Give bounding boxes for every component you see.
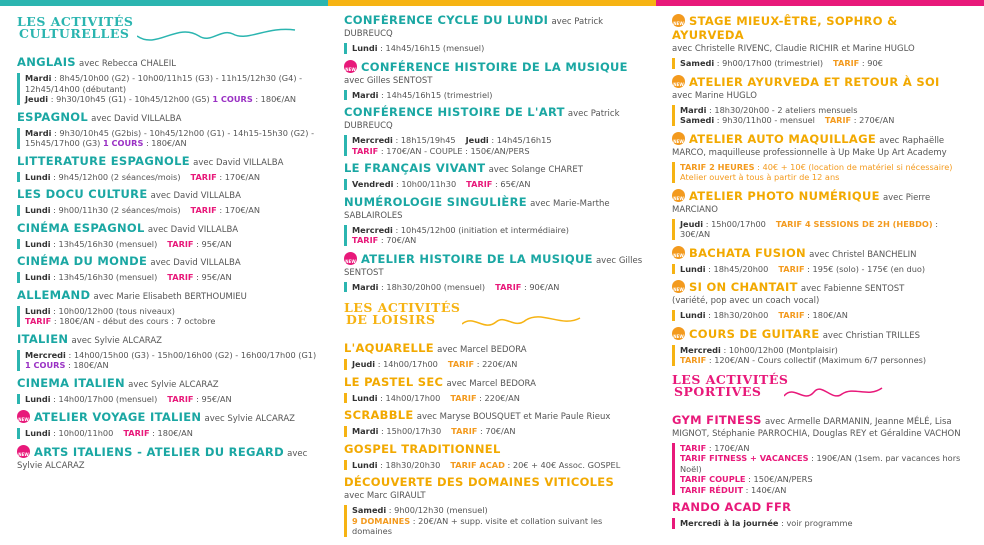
activity-aquarelle bbox=[344, 342, 644, 370]
new-badge-icon bbox=[672, 280, 685, 293]
activity-subtitle: (variété, pop avec un coach vocal) bbox=[672, 296, 820, 306]
activity-details: Vendredi : 10h00/11h30 TARIF : 65€/AN bbox=[344, 179, 644, 190]
activity-teacher: avec Christelle RIVENC, Claudie RICHIR et Marine HUGLO bbox=[672, 44, 915, 54]
activity-teacher: avec David VILLALBA bbox=[147, 224, 239, 235]
activity-atelier-musique bbox=[344, 252, 644, 293]
activity-details: Mercredi : 18h15/19h45 Jeudi : 14h45/16h15 TARIF : 170€/AN - COUPLE : 150€/AN/PERS bbox=[344, 135, 644, 156]
activity-title: STAGE MIEUX-ÊTRE, SOPHRO & AYURVEDA bbox=[672, 14, 898, 42]
activity-teacher: avec Sylvie ALCARAZ bbox=[204, 414, 295, 424]
activity-teacher: avec David VILLALBA bbox=[150, 191, 241, 201]
activity-bachata bbox=[672, 246, 968, 275]
activity-details: Samedi : 9h00/17h00 (trimestriel) TARIF : 90€ bbox=[672, 58, 968, 69]
activity-details: Mardi : 14h45/16h15 (trimestriel) bbox=[344, 90, 644, 101]
squiggle-decoration bbox=[784, 378, 884, 406]
section-title-line1: LES ACTIVITÉS bbox=[17, 14, 134, 29]
activity-details: Mardi : 8h45/10h00 (G2) - 10h00/11h15 (G3) - 11h15/12h30 (G4) - 12h45/14h00 (débutant) Jeudi : 9h30/10h45 (G1) - 10h45/12h00 (G5) 1 COURS : 180€/AN bbox=[17, 73, 317, 105]
activity-details: Mercredi à la journée : voir programme bbox=[672, 518, 968, 529]
activity-title: ATELIER VOYAGE ITALIEN bbox=[34, 410, 202, 424]
activity-details: Lundi : 9h00/11h30 (2 séances/mois) TARIF : 170€/AN bbox=[17, 205, 317, 216]
squiggle-decoration bbox=[137, 20, 297, 48]
activity-teacher: avec Marcel BEDORA bbox=[446, 378, 536, 389]
activity-ayurveda bbox=[672, 75, 968, 126]
activity-teacher: avec Sylvie ALCARAZ bbox=[17, 448, 308, 471]
activity-title: ITALIEN bbox=[17, 331, 69, 346]
activity-title: CINÉMA DU MONDE bbox=[17, 254, 148, 268]
section-title-line1: LES ACTIVITÉS bbox=[344, 300, 461, 315]
activity-teacher: avec Solange CHARET bbox=[488, 165, 583, 175]
activity-title: LITTERATURE ESPAGNOLE bbox=[17, 153, 190, 168]
activity-title: LE FRANÇAIS VIVANT bbox=[344, 161, 486, 175]
activity-title: GOSPEL TRADITIONNEL bbox=[344, 441, 501, 456]
activity-teacher: avec David VILLALBA bbox=[150, 258, 241, 268]
new-badge-icon bbox=[672, 75, 685, 88]
activity-teacher: avec Marc GIRAULT bbox=[344, 491, 426, 501]
new-badge-icon bbox=[672, 327, 685, 340]
activity-title: SI ON CHANTAIT bbox=[689, 280, 798, 294]
activity-title: NUMÉROLOGIE SINGULIÈRE bbox=[344, 194, 527, 209]
new-badge-icon bbox=[672, 132, 685, 145]
top-bar-amber bbox=[328, 0, 656, 6]
activity-teacher: avec Patrick DUBREUCQ bbox=[344, 17, 604, 39]
activity-cinema-espagnol bbox=[17, 222, 317, 250]
activity-details: Lundi : 14h00/17h00 TARIF : 220€/AN bbox=[344, 393, 644, 404]
activity-gospel bbox=[344, 443, 644, 471]
activity-teacher: avec Rebecca CHALEIL bbox=[79, 59, 177, 69]
squiggle-decoration bbox=[462, 306, 582, 334]
activity-arts-italiens bbox=[17, 445, 317, 472]
activity-details: Lundi : 18h45/20h00 TARIF : 195€ (solo) - 175€ (en duo) bbox=[672, 264, 968, 275]
column-culturelles bbox=[17, 14, 317, 545]
activity-teacher: avec Marie-Marthe SABLAIROLES bbox=[344, 198, 610, 221]
section-heading-sportives bbox=[672, 371, 968, 408]
activity-details: Lundi : 13h45/16h30 (mensuel) TARIF : 95€/AN bbox=[17, 239, 317, 250]
activity-docu-culture bbox=[17, 188, 317, 216]
activity-scrabble bbox=[344, 409, 644, 437]
activity-conference-lundi bbox=[344, 14, 644, 54]
activity-title: ATELIER HISTOIRE DE LA MUSIQUE bbox=[361, 251, 593, 266]
activity-teacher: avec Christian TRILLES bbox=[822, 330, 921, 341]
activity-voyage-italien bbox=[17, 410, 317, 439]
activity-si-on-chantait bbox=[672, 280, 968, 321]
activity-allemand bbox=[17, 289, 317, 327]
activity-details: Lundi : 14h00/17h00 (mensuel) TARIF : 95€/AN bbox=[17, 394, 317, 405]
activity-conference-musique bbox=[344, 60, 644, 101]
new-badge-icon bbox=[672, 246, 685, 259]
activity-pastel bbox=[344, 376, 644, 404]
activity-details: Lundi : 10h00/12h00 (tous niveaux) TARIF : 180€/AN - début des cours : 7 octobre bbox=[17, 306, 317, 327]
activity-title: RANDO ACAD FFR bbox=[672, 500, 792, 514]
activity-cinema-monde bbox=[17, 255, 317, 283]
activity-anglais bbox=[17, 56, 317, 105]
activity-title: BACHATA FUSION bbox=[689, 245, 806, 260]
activity-details: TARIF : 170€/AN TARIF FITNESS + VACANCES : 190€/AN (1sem. par vacances hors Noël) TARIF COUPLE : 150€/AN/PERS TARIF RÉDUIT : 140€/AN bbox=[672, 443, 968, 496]
activity-francais-vivant bbox=[344, 162, 644, 190]
new-badge-icon bbox=[344, 252, 357, 265]
activity-title: LE PASTEL SEC bbox=[344, 374, 444, 389]
activity-title: ATELIER PHOTO NUMÉRIQUE bbox=[689, 188, 880, 203]
activity-details: Mercredi : 10h45/12h00 (initiation et intermédiaire) TARIF : 70€/AN bbox=[344, 225, 644, 246]
activity-teacher: avec Gilles SENTOST bbox=[344, 255, 643, 278]
column-right bbox=[672, 14, 968, 545]
activity-title: ATELIER AUTO MAQUILLAGE bbox=[689, 131, 877, 146]
section-title-line2: DE LOISIRS bbox=[346, 312, 436, 327]
activity-title: ALLEMAND bbox=[17, 287, 91, 302]
activity-title: LES DOCU CULTURE bbox=[17, 187, 148, 201]
activity-details: TARIF 2 HEURES : 40€ + 10€ (location de matériel si nécessaire) Atelier ouvert à tous à partir de 12 ans bbox=[672, 162, 968, 183]
new-badge-icon bbox=[672, 14, 685, 27]
activity-title: ARTS ITALIENS - ATELIER DU REGARD bbox=[34, 444, 284, 459]
activity-teacher: avec Sylvie ALCARAZ bbox=[71, 335, 162, 346]
activity-teacher: avec Gilles SENTOST bbox=[344, 75, 433, 86]
activity-title: GYM FITNESS bbox=[672, 412, 762, 427]
activity-teacher: avec David VILLALBA bbox=[193, 157, 284, 168]
activity-details: Mercredi : 10h00/12h00 (Montplaisir) TARIF : 120€/AN - Cours collectif (Maximum 6/7 personnes) bbox=[672, 345, 968, 366]
activity-title: ANGLAIS bbox=[17, 55, 76, 69]
section-title-line1: LES ACTIVITÉS bbox=[672, 371, 789, 387]
activity-title: ATELIER AYURVEDA ET RETOUR À SOI bbox=[689, 74, 940, 89]
activity-title: L'AQUARELLE bbox=[344, 341, 434, 355]
activity-title: CINÉMA ESPAGNOL bbox=[17, 220, 145, 235]
activity-title: CINEMA ITALIEN bbox=[17, 375, 125, 390]
activity-details: Lundi : 18h30/20h00 TARIF : 180€/AN bbox=[672, 310, 968, 321]
activity-teacher: avec Marine HUGLO bbox=[672, 90, 757, 101]
activity-teacher: avec Maryse BOUSQUET et Marie Paule Rieux bbox=[416, 412, 611, 422]
activity-title: SCRABBLE bbox=[344, 408, 414, 422]
activity-rando bbox=[672, 501, 968, 529]
activity-teacher: avec Sylvie ALCARAZ bbox=[128, 379, 219, 390]
new-badge-icon bbox=[344, 60, 357, 73]
activity-details: Mardi : 18h30/20h00 (mensuel) TARIF : 90€/AN bbox=[344, 282, 644, 293]
activity-teacher: avec Armelle DARMANIN, Jeanne MÉLÉ, Lisa MIGNOT, Stéphanie PARROCHIA, Douglas REY et Géraldine VACHON bbox=[672, 416, 961, 439]
top-bar-teal bbox=[0, 0, 328, 6]
activity-stage bbox=[672, 14, 968, 69]
activity-teacher: avec Fabienne SENTOST bbox=[800, 284, 905, 294]
activity-title: CONFÉRENCE HISTOIRE DE L'ART bbox=[344, 105, 565, 119]
activity-teacher: avec Pierre MARCIANO bbox=[672, 192, 931, 215]
activity-teacher: avec Marcel BEDORA bbox=[437, 345, 527, 355]
activity-details: Lundi : 13h45/16h30 (mensuel) TARIF : 95€/AN bbox=[17, 272, 317, 283]
activity-viticoles bbox=[344, 476, 644, 537]
activity-cinema-italien bbox=[17, 377, 317, 405]
activity-details: Mardi : 15h00/17h30 TARIF : 70€/AN bbox=[344, 426, 644, 437]
column-middle bbox=[344, 14, 644, 545]
activity-maquillage bbox=[672, 132, 968, 183]
activity-details: Lundi : 14h45/16h15 (mensuel) bbox=[344, 43, 644, 54]
activity-litterature bbox=[17, 155, 317, 183]
activity-details: Jeudi : 14h00/17h00 TARIF : 220€/AN bbox=[344, 359, 644, 370]
activity-details: Jeudi : 15h00/17h00 TARIF 4 SESSIONS DE 2H (HEBDO) : 30€/AN bbox=[672, 219, 968, 240]
activity-details: Mardi : 9h30/10h45 (G2bis) - 10h45/12h00 (G1) - 14h15-15h30 (G2) - 15h45/17h00 (G3) 1 COURS : 180€/AN bbox=[17, 128, 317, 149]
top-bar-pink bbox=[656, 0, 984, 6]
activity-details: Lundi : 18h30/20h30 TARIF ACAD : 20€ + 40€ Assoc. GOSPEL bbox=[344, 460, 644, 471]
activity-title: DÉCOUVERTE DES DOMAINES VITICOLES bbox=[344, 475, 615, 489]
activity-photo bbox=[672, 189, 968, 240]
activity-teacher: avec Christel BANCHELIN bbox=[809, 249, 917, 260]
activity-guitare bbox=[672, 327, 968, 366]
activity-title: COURS DE GUITARE bbox=[689, 326, 820, 341]
section-heading-culturelles bbox=[17, 16, 317, 50]
activity-numerologie bbox=[344, 196, 644, 246]
activity-teacher: avec Patrick DUBREUCQ bbox=[344, 109, 620, 131]
activity-espagnol bbox=[17, 111, 317, 149]
activity-teacher: avec Marie Elisabeth BERTHOUMIEU bbox=[93, 291, 247, 302]
activity-italien bbox=[17, 333, 317, 371]
activity-teacher: avec David VILLALBA bbox=[91, 113, 182, 124]
new-badge-icon bbox=[17, 445, 30, 458]
activity-title: CONFÉRENCE CYCLE DU LUNDI bbox=[344, 14, 549, 27]
activity-details: Samedi : 9h00/12h30 (mensuel) 9 DOMAINES : 20€/AN + supp. visite et collation suivant les domaines bbox=[344, 505, 644, 537]
new-badge-icon bbox=[17, 410, 30, 423]
activity-details: Lundi : 9h45/12h00 (2 séances/mois) TARIF : 170€/AN bbox=[17, 172, 317, 183]
section-title-line2: CULTURELLES bbox=[19, 26, 130, 41]
activity-gym-fitness bbox=[672, 414, 968, 496]
activity-title: CONFÉRENCE HISTOIRE DE LA MUSIQUE bbox=[361, 59, 628, 74]
activity-details: Lundi : 10h00/11h00 TARIF : 180€/AN bbox=[17, 428, 317, 439]
activity-title: ESPAGNOL bbox=[17, 109, 88, 124]
activity-details: Mercredi : 14h00/15h00 (G3) - 15h00/16h00 (G2) - 16h00/17h00 (G1) 1 COURS : 180€/AN bbox=[17, 350, 317, 371]
activity-details: Mardi : 18h30/20h00 - 2 ateliers mensuels Samedi : 9h30/11h00 - mensuel TARIF : 270€/AN bbox=[672, 105, 968, 126]
section-heading-loisirs bbox=[344, 302, 644, 336]
activity-teacher: avec Raphaëlle MARCO, maquilleuse professionnelle à Up Make Up Art Academy bbox=[672, 135, 947, 158]
section-title-line2: SPORTIVES bbox=[674, 383, 762, 399]
new-badge-icon bbox=[672, 189, 685, 202]
activity-conference-art bbox=[344, 106, 644, 156]
